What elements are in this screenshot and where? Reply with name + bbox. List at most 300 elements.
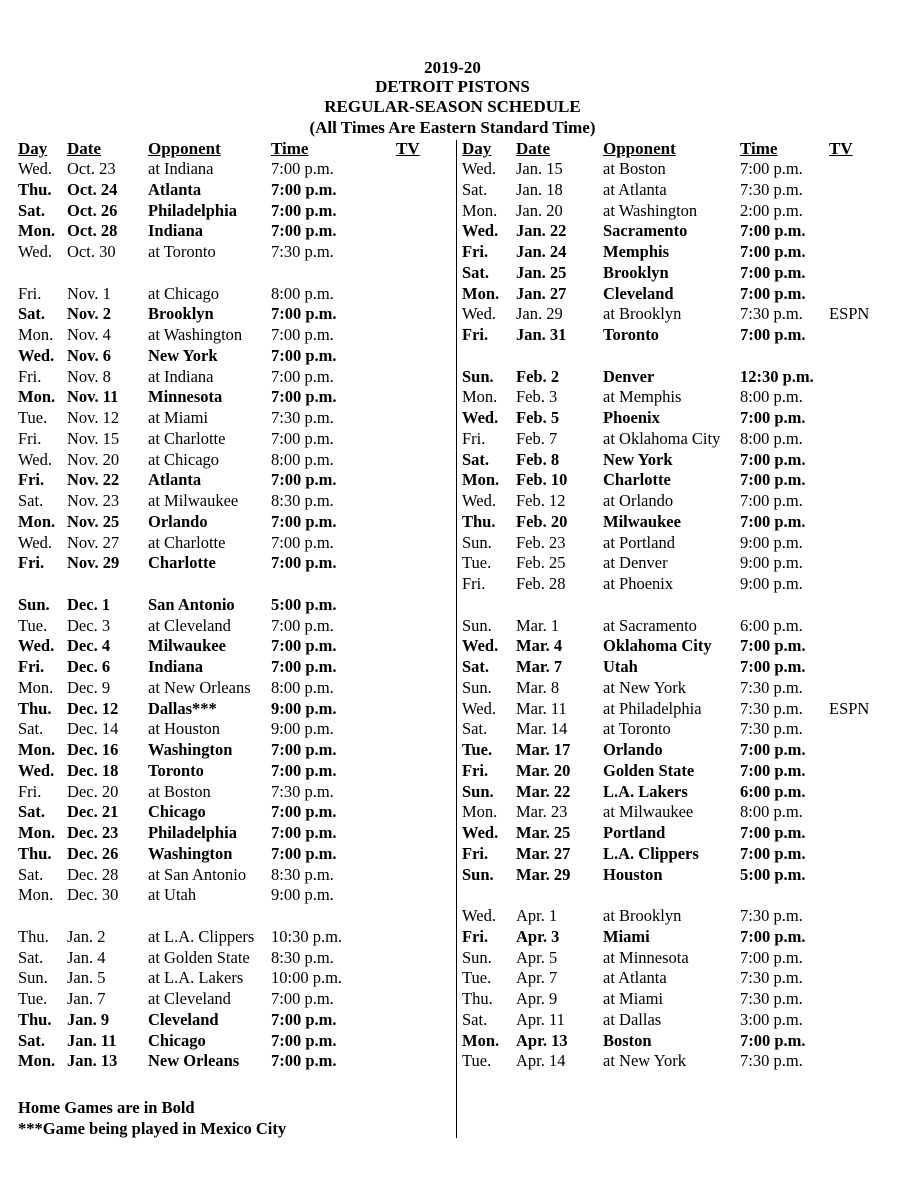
game-time: 7:00 p.m. [271, 345, 337, 365]
game-row [18, 719, 458, 740]
game-opponent: Oklahoma City [603, 636, 712, 656]
game-row [462, 906, 902, 927]
game-time: 7:30 p.m. [740, 719, 803, 739]
left-opponent-header: Opponent [148, 139, 221, 158]
game-row [18, 387, 458, 408]
game-date: Oct. 28 [67, 221, 118, 241]
game-row [18, 533, 458, 554]
game-date: Nov. 6 [67, 345, 112, 365]
game-opponent: at Milwaukee [148, 491, 239, 510]
game-row [18, 470, 458, 491]
game-day: Thu. [18, 1009, 52, 1029]
game-time: 7:00 p.m. [271, 304, 337, 324]
game-opponent: at Orlando [603, 491, 674, 510]
game-date: Nov. 23 [67, 491, 120, 510]
game-day: Sat. [462, 262, 490, 282]
game-opponent: L.A. Clippers [603, 843, 699, 863]
game-day: Sun. [18, 594, 50, 614]
game-time: 7:30 p.m. [740, 304, 803, 324]
game-row [18, 657, 458, 678]
game-row [18, 678, 458, 699]
game-row [18, 802, 458, 823]
game-day: Sun. [462, 615, 492, 635]
game-time: 7:00 p.m. [271, 1051, 337, 1071]
game-opponent: at Miami [148, 408, 209, 427]
game-opponent: at L.A. Lakers [148, 968, 244, 988]
game-row [462, 284, 902, 305]
game-date: Dec. 12 [67, 698, 119, 718]
game-date: Nov. 15 [67, 428, 120, 448]
right-day-header: Day [462, 139, 492, 158]
game-time: 7:30 p.m. [740, 906, 803, 925]
game-date: Mar. 1 [516, 615, 560, 635]
game-time: 7:00 p.m. [740, 242, 806, 261]
game-time: 3:00 p.m. [740, 1009, 803, 1029]
game-day: Mon. [18, 511, 56, 531]
game-row [462, 844, 902, 865]
game-date: Feb. 8 [516, 449, 560, 469]
game-time: 7:00 p.m. [271, 325, 334, 344]
game-date: Jan. 22 [516, 221, 567, 241]
game-row [462, 782, 902, 803]
game-time: 10:00 p.m. [271, 968, 343, 988]
game-opponent: Chicago [148, 802, 206, 822]
game-day: Thu. [18, 843, 52, 863]
game-opponent: at Phoenix [603, 574, 674, 593]
game-opponent: Cleveland [148, 1009, 219, 1029]
game-time: 12:30 p.m. [740, 366, 814, 386]
game-time: 8:30 p.m. [271, 947, 334, 967]
game-time: 7:00 p.m. [271, 470, 337, 490]
game-time: 7:00 p.m. [271, 511, 337, 531]
left-date-header: Date [67, 139, 101, 158]
game-row [18, 865, 458, 886]
game-day: Sat. [462, 449, 490, 469]
game-opponent: Philadelphia [148, 823, 237, 842]
game-opponent: at Brooklyn [603, 906, 682, 925]
game-date: Mar. 14 [516, 719, 568, 739]
game-row [462, 802, 902, 823]
game-row [18, 823, 458, 844]
game-date: Dec. 6 [67, 657, 111, 676]
game-opponent: Chicago [148, 1030, 206, 1050]
game-date: Jan. 27 [516, 283, 567, 303]
game-row [462, 678, 902, 699]
game-opponent: Charlotte [603, 470, 671, 490]
game-opponent: at Toronto [603, 719, 671, 739]
game-time: 7:00 p.m. [271, 428, 334, 448]
game-row [462, 159, 902, 180]
game-opponent: at Chicago [148, 283, 220, 303]
game-time: 7:00 p.m. [740, 947, 803, 967]
game-date: Mar. 4 [516, 636, 563, 656]
game-date: Feb. 12 [516, 491, 566, 510]
game-row [462, 719, 902, 740]
game-date: Feb. 25 [516, 553, 566, 573]
game-day: Sat. [462, 657, 490, 676]
game-row [18, 450, 458, 471]
left-time-header: Time [271, 139, 309, 158]
game-day: Fri. [462, 242, 489, 261]
game-opponent: at Boston [603, 159, 666, 178]
game-row [18, 242, 458, 263]
game-row [462, 636, 902, 657]
game-day: Sat. [18, 1030, 46, 1050]
game-day: Wed. [462, 304, 496, 324]
team-name: DETROIT PISTONS [375, 77, 530, 96]
game-time: 7:00 p.m. [271, 553, 337, 573]
game-day: Sat. [18, 304, 46, 324]
game-date: Mar. 11 [516, 698, 567, 718]
game-row [462, 657, 902, 678]
game-date: Nov. 12 [67, 408, 120, 427]
game-opponent: Utah [603, 657, 638, 676]
game-opponent: at Portland [603, 532, 675, 552]
left-tv-header: TV [396, 139, 420, 158]
game-date: Nov. 1 [67, 283, 111, 303]
game-opponent: at New Orleans [148, 677, 251, 697]
game-day: Wed. [18, 159, 52, 178]
game-time: 8:00 p.m. [740, 387, 803, 407]
game-opponent: at Cleveland [148, 615, 231, 635]
game-day: Tue. [462, 968, 492, 988]
game-opponent: at Washington [603, 200, 698, 220]
game-opponent: Boston [603, 1030, 652, 1050]
game-day: Sat. [462, 179, 488, 199]
game-row [18, 699, 458, 720]
game-row [462, 201, 902, 222]
game-day: Wed. [18, 449, 52, 469]
game-day: Mon. [18, 677, 54, 697]
game-opponent: Phoenix [603, 408, 660, 427]
game-day: Mon. [18, 1051, 56, 1071]
game-opponent: at Minnesota [603, 947, 689, 967]
game-row [462, 1010, 902, 1031]
game-time: 7:00 p.m. [740, 408, 806, 427]
game-opponent: Miami [603, 926, 650, 946]
game-day: Mon. [462, 387, 498, 407]
game-opponent: at Memphis [603, 387, 682, 407]
game-row [462, 450, 902, 471]
game-day: Mon. [462, 200, 498, 220]
game-row [462, 263, 902, 284]
game-day: Fri. [18, 553, 45, 573]
game-row [18, 761, 458, 782]
game-time: 7:00 p.m. [271, 221, 337, 241]
game-time: 8:00 p.m. [740, 802, 803, 822]
game-day: Wed. [462, 408, 499, 427]
game-row [18, 367, 458, 388]
game-time: 7:00 p.m. [271, 366, 334, 386]
game-date: Jan. 20 [516, 200, 563, 220]
game-time: 7:00 p.m. [271, 843, 337, 863]
game-row [462, 616, 902, 637]
game-time: 7:00 p.m. [271, 200, 337, 220]
game-date: Mar. 7 [516, 657, 563, 676]
game-day: Wed. [462, 698, 496, 718]
game-day: Fri. [462, 325, 489, 344]
game-day: Sun. [462, 864, 494, 884]
game-time: 6:00 p.m. [740, 781, 806, 801]
game-row [18, 304, 458, 325]
game-opponent: L.A. Lakers [603, 781, 688, 801]
season-label: 2019-20 [424, 58, 481, 77]
game-opponent: Milwaukee [603, 511, 681, 531]
game-time: 7:30 p.m. [740, 179, 803, 199]
game-row [18, 180, 458, 201]
game-time: 7:00 p.m. [271, 989, 334, 1008]
game-date: Oct. 24 [67, 179, 118, 199]
game-opponent: at Toronto [148, 242, 216, 261]
game-time: 7:30 p.m. [271, 408, 334, 427]
game-opponent: at San Antonio [148, 864, 247, 884]
game-time: 7:00 p.m. [271, 657, 337, 676]
game-date: Feb. 2 [516, 366, 560, 386]
game-opponent: Milwaukee [148, 636, 226, 656]
game-row [18, 616, 458, 637]
game-date: Apr. 7 [516, 968, 558, 988]
game-day: Sun. [462, 366, 494, 386]
game-time: 7:00 p.m. [271, 1030, 337, 1050]
game-date: Apr. 13 [516, 1030, 568, 1050]
game-time: 7:00 p.m. [740, 470, 806, 490]
game-day: Fri. [462, 574, 486, 593]
game-date: Apr. 11 [516, 1009, 565, 1029]
game-time: 9:00 p.m. [740, 553, 803, 573]
game-day: Sat. [18, 200, 46, 220]
game-opponent: Orlando [148, 511, 208, 531]
game-day: Sat. [18, 719, 44, 739]
game-date: Mar. 23 [516, 802, 568, 822]
game-time: 9:00 p.m. [740, 574, 803, 593]
game-day: Wed. [18, 532, 52, 552]
game-day: Wed. [462, 221, 499, 241]
game-day: Mon. [18, 740, 56, 759]
game-opponent: Washington [148, 843, 233, 863]
game-time: 7:00 p.m. [740, 657, 806, 676]
game-row [462, 1051, 902, 1072]
game-row [462, 180, 902, 201]
game-row [462, 761, 902, 782]
game-row [18, 885, 458, 906]
game-row [18, 553, 458, 574]
game-time: 7:00 p.m. [271, 636, 337, 656]
game-day: Fri. [18, 657, 45, 676]
game-row [18, 1051, 458, 1072]
game-time: 5:00 p.m. [740, 864, 806, 884]
game-date: Jan. 4 [67, 947, 106, 967]
game-date: Nov. 2 [67, 304, 112, 324]
game-time: 6:00 p.m. [740, 615, 803, 635]
game-date: Dec. 30 [67, 885, 119, 905]
game-date: Apr. 9 [516, 989, 558, 1008]
game-date: Dec. 23 [67, 823, 119, 842]
game-time: 8:30 p.m. [271, 491, 334, 510]
game-date: Feb. 3 [516, 387, 558, 407]
game-row [18, 512, 458, 533]
game-opponent: at Boston [148, 781, 211, 801]
game-time: 7:00 p.m. [271, 179, 337, 199]
game-date: Jan. 31 [516, 325, 567, 344]
game-row [18, 1010, 458, 1031]
game-date: Nov. 22 [67, 470, 120, 490]
game-day: Wed. [462, 159, 496, 178]
game-row [18, 159, 458, 180]
game-opponent: at Sacramento [603, 615, 697, 635]
game-row [462, 325, 902, 346]
game-time: 8:30 p.m. [271, 864, 334, 884]
game-opponent: Toronto [148, 760, 204, 780]
game-day: Fri. [462, 428, 486, 448]
game-date: Dec. 9 [67, 677, 111, 697]
game-date: Feb. 23 [516, 532, 566, 552]
game-time: 7:30 p.m. [740, 677, 803, 697]
game-time: 9:00 p.m. [740, 532, 803, 552]
game-date: Nov. 11 [67, 387, 119, 407]
game-day: Sun. [462, 677, 492, 697]
game-row [18, 595, 458, 616]
game-day: Sun. [462, 947, 492, 967]
game-time: 7:00 p.m. [740, 511, 806, 531]
game-row [462, 1031, 902, 1052]
game-date: Nov. 8 [67, 366, 111, 386]
game-time: 8:00 p.m. [271, 449, 334, 469]
game-opponent: at L.A. Clippers [148, 926, 255, 946]
game-opponent: New Orleans [148, 1051, 240, 1071]
game-row [462, 574, 902, 595]
game-opponent: Memphis [603, 242, 669, 261]
left-day-header: Day [18, 139, 48, 158]
game-date: Jan. 2 [67, 926, 106, 946]
home-games-note: Home Games are in Bold [18, 1098, 195, 1117]
game-time: 5:00 p.m. [271, 594, 337, 614]
game-opponent: Cleveland [603, 283, 674, 303]
game-opponent: Denver [603, 366, 655, 386]
game-day: Wed. [462, 823, 499, 842]
game-tv: ESPN [829, 304, 870, 324]
game-day: Wed. [18, 636, 55, 656]
game-time: 7:30 p.m. [740, 968, 803, 988]
game-opponent: at Indiana [148, 159, 214, 178]
game-time: 10:30 p.m. [271, 926, 343, 946]
game-row [18, 325, 458, 346]
game-opponent: at Denver [603, 553, 668, 573]
game-opponent: Portland [603, 823, 666, 842]
game-opponent: at Indiana [148, 366, 214, 386]
game-day: Wed. [462, 491, 496, 510]
game-opponent: Philadelphia [148, 200, 237, 220]
game-day: Thu. [462, 989, 493, 1008]
game-time: 7:00 p.m. [740, 325, 806, 344]
game-row [18, 346, 458, 367]
game-day: Fri. [18, 366, 42, 386]
game-date: Jan. 18 [516, 179, 563, 199]
game-date: Feb. 7 [516, 428, 558, 448]
game-row [18, 927, 458, 948]
game-tv: ESPN [829, 698, 870, 718]
game-date: Jan. 13 [67, 1051, 118, 1071]
right-tv-header: TV [829, 139, 853, 158]
game-date: Nov. 4 [67, 325, 111, 344]
game-opponent: Atlanta [148, 470, 202, 490]
game-date: Jan. 24 [516, 242, 567, 261]
game-time: 7:00 p.m. [740, 1030, 806, 1050]
game-date: Dec. 20 [67, 781, 119, 801]
game-row [18, 968, 458, 989]
game-row [18, 1031, 458, 1052]
game-opponent: at Chicago [148, 449, 220, 469]
game-opponent: at New York [603, 1051, 686, 1071]
game-time: 7:00 p.m. [740, 760, 806, 780]
game-date: Oct. 26 [67, 200, 118, 220]
game-day: Sun. [462, 532, 492, 552]
game-row [462, 553, 902, 574]
game-row [462, 491, 902, 512]
game-date: Mar. 25 [516, 823, 571, 842]
game-row [18, 782, 458, 803]
game-time: 7:30 p.m. [740, 989, 803, 1008]
game-time: 7:00 p.m. [740, 491, 803, 510]
game-date: Dec. 28 [67, 864, 119, 884]
game-time: 7:00 p.m. [271, 823, 337, 842]
game-date: Apr. 5 [516, 947, 558, 967]
game-day: Wed. [462, 906, 496, 925]
right-date-header: Date [516, 139, 550, 158]
game-opponent: at Cleveland [148, 989, 231, 1008]
game-day: Tue. [462, 740, 493, 759]
game-day: Thu. [18, 698, 52, 718]
game-time: 7:00 p.m. [271, 615, 334, 635]
game-day: Thu. [18, 926, 49, 946]
game-row [462, 927, 902, 948]
game-row [18, 948, 458, 969]
game-time: 7:00 p.m. [740, 740, 806, 759]
game-opponent: Indiana [148, 657, 204, 676]
game-day: Mon. [18, 885, 54, 905]
game-time: 7:00 p.m. [740, 636, 806, 656]
game-time: 9:00 p.m. [271, 698, 337, 718]
game-date: Jan. 7 [67, 989, 106, 1008]
game-date: Dec. 21 [67, 802, 119, 822]
game-date: Dec. 14 [67, 719, 119, 739]
game-day: Tue. [18, 989, 48, 1008]
game-day: Sat. [462, 1009, 488, 1029]
game-row [18, 491, 458, 512]
game-opponent: at Houston [148, 719, 220, 739]
game-opponent: at Brooklyn [603, 304, 682, 324]
game-opponent: Washington [148, 740, 233, 759]
game-time: 7:00 p.m. [271, 159, 334, 178]
game-opponent: at Philadelphia [603, 698, 702, 718]
game-time: 7:00 p.m. [740, 283, 806, 303]
game-opponent: Houston [603, 864, 663, 884]
game-day: Fri. [462, 926, 489, 946]
game-date: Mar. 20 [516, 760, 571, 780]
game-time: 7:00 p.m. [271, 802, 337, 822]
game-row [18, 429, 458, 450]
game-opponent: Toronto [603, 325, 659, 344]
game-day: Wed. [18, 345, 55, 365]
game-day: Mon. [18, 325, 54, 344]
game-day: Thu. [18, 179, 52, 199]
game-opponent: Indiana [148, 221, 204, 241]
game-time: 2:00 p.m. [740, 200, 803, 220]
game-day: Sat. [18, 864, 44, 884]
game-day: Mon. [462, 802, 498, 822]
game-time: 8:00 p.m. [271, 677, 334, 697]
game-opponent: at Washington [148, 325, 243, 344]
game-date: Dec. 3 [67, 615, 111, 635]
